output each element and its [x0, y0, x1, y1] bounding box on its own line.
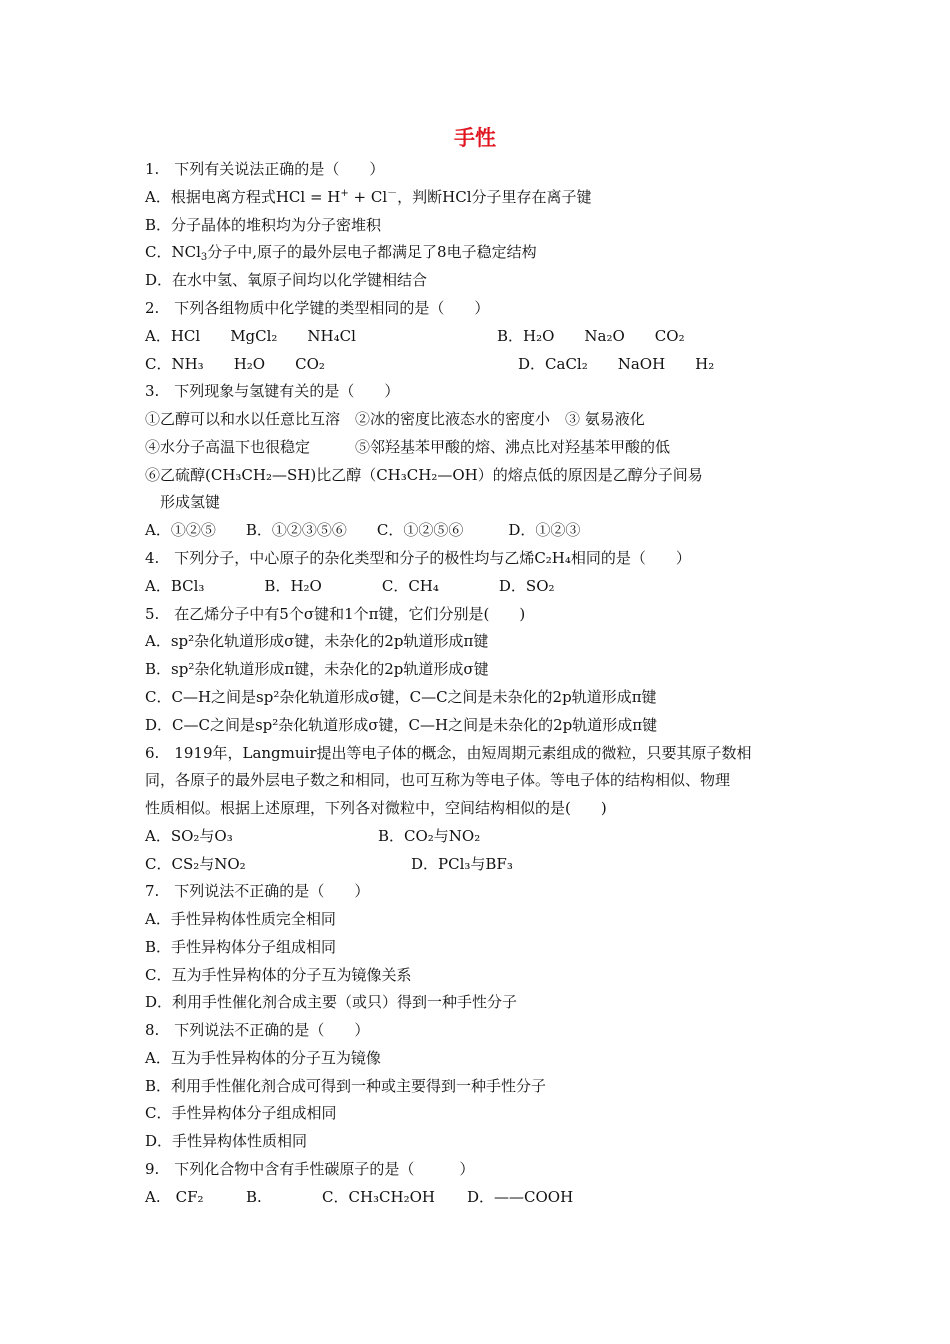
q3-stem: 3. 下列现象与氢键有关的是（ ） — [145, 382, 400, 400]
q5-option-c: C．C—H之间是sp²杂化轨道形成σ键，C—C之间是未杂化的2p轨道形成π键 — [145, 688, 657, 706]
q8-option-a: A．互为手性异构体的分子互为镜像 — [145, 1049, 381, 1067]
q2-option-c: C．NH₃ H₂O CO₂ — [145, 355, 325, 373]
q5-stem: 5. 在乙烯分子中有5个σ键和1个π键，它们分别是( ) — [145, 605, 526, 623]
q4-options: A．BCl₃ B．H₂O C．CH₄ D．SO₂ — [145, 577, 555, 595]
q1-option-b: B．分子晶体的堆积均为分子密堆积 — [145, 216, 382, 234]
q7-option-c: C．互为手性异构体的分子互为镜像关系 — [145, 966, 412, 984]
q5-option-d: D．C—C之间是sp²杂化轨道形成σ键，C—H之间是未杂化的2p轨道形成π键 — [145, 716, 658, 734]
q9-option-d: D．——COOH — [467, 1188, 574, 1206]
q6-line-2: 同，各原子的最外层电子数之和相同，也可互称为等电子体。等电子体的结构相似、物理 — [145, 771, 731, 789]
q8-stem: 8. 下列说法不正确的是（ ） — [145, 1021, 370, 1039]
q9-option-a: A. CF₂ — [145, 1188, 204, 1206]
q3-line-1: ①乙醇可以和水以任意比互溶 ②冰的密度比液态水的密度小 ③ 氨易液化 — [145, 410, 645, 428]
q9-stem: 9. 下列化合物中含有手性碳原子的是（ ） — [145, 1160, 475, 1178]
q6-option-b: B．CO₂与NO₂ — [378, 827, 481, 845]
q8-option-c: C．手性异构体分子组成相同 — [145, 1104, 337, 1122]
q3-line-3: ⑥乙硫醇(CH₃CH₂—SH)比乙醇（CH₃CH₂—OH）的熔点低的原因是乙醇分子间易 — [145, 466, 703, 484]
q1-c-post: 分子中,原子的最外层电子都满足了8电子稳定结构 — [207, 243, 537, 261]
q2-option-a: A．HCl MgCl₂ NH₄Cl — [145, 327, 356, 345]
q8-option-d: D．手性异构体性质相同 — [145, 1132, 308, 1150]
q1-a-pre: A．根据电离方程式HCl = H — [145, 188, 341, 206]
q2-option-d: D．CaCl₂ NaOH H₂ — [518, 355, 715, 373]
q1-c-sub: 3 — [200, 252, 208, 263]
q1-option-a — [145, 187, 592, 207]
q1-stem: 1. 下列有关说法正确的是（ ） — [145, 160, 385, 178]
q1-a-post: ，判断HCl分子里存在离子键 — [397, 188, 592, 206]
q1-c-pre: C．NCl — [145, 243, 201, 261]
q9-option-b: B. — [246, 1188, 262, 1206]
page-title: 手性 — [454, 126, 496, 150]
q7-option-a: A．手性异构体性质完全相同 — [145, 910, 336, 928]
q3-line-2: ④水分子高温下也很稳定 ⑤邻羟基苯甲酸的熔、沸点比对羟基苯甲酸的低 — [145, 438, 671, 456]
q6-option-c: C．CS₂与NO₂ — [145, 855, 246, 873]
q1-a-sup2: － — [387, 188, 398, 199]
q3-line-4: 形成氢键 — [160, 493, 221, 511]
q5-option-b: B．sp²杂化轨道形成π键，未杂化的2p轨道形成σ键 — [145, 660, 489, 678]
q8-option-b: B．利用手性催化剂合成可得到一种或主要得到一种手性分子 — [145, 1077, 547, 1095]
q5-option-a: A．sp²杂化轨道形成σ键，未杂化的2p轨道形成π键 — [145, 632, 489, 650]
q6-line-1: 6. 1919年，Langmuir提出等电子体的概念，由短周期元素组成的微粒，只要其原子数相 — [145, 744, 752, 762]
q7-stem: 7. 下列说法不正确的是（ ） — [145, 882, 370, 900]
q6-option-a: A．SO₂与O₃ — [145, 827, 233, 845]
q1-option-d: D．在水中氢、氧原子间均以化学键相结合 — [145, 271, 428, 289]
q2-option-b: B．H₂O Na₂O CO₂ — [497, 327, 685, 345]
q4-stem: 4. 下列分子，中心原子的杂化类型和分子的极性均与乙烯C₂H₄相同的是（ ） — [145, 549, 691, 567]
q2-stem: 2. 下列各组物质中化学键的类型相同的是（ ） — [145, 299, 490, 317]
q6-line-3: 性质相似。根据上述原理，下列各对微粒中，空间结构相似的是( ) — [145, 799, 607, 817]
q1-a-sup1: + — [340, 188, 349, 199]
q7-option-b: B．手性异构体分子组成相同 — [145, 938, 337, 956]
q1-a-mid: + Cl — [348, 188, 388, 206]
q1-option-c — [145, 242, 537, 262]
q9-option-c: C．CH₃CH₂OH — [322, 1188, 435, 1206]
q3-options: A．①②⑤ B．①②③⑤⑥ C．①②⑤⑥ D．①②③ — [145, 521, 581, 539]
q7-option-d: D．利用手性催化剂合成主要（或只）得到一种手性分子 — [145, 993, 518, 1011]
q6-option-d: D．PCl₃与BF₃ — [411, 855, 513, 873]
